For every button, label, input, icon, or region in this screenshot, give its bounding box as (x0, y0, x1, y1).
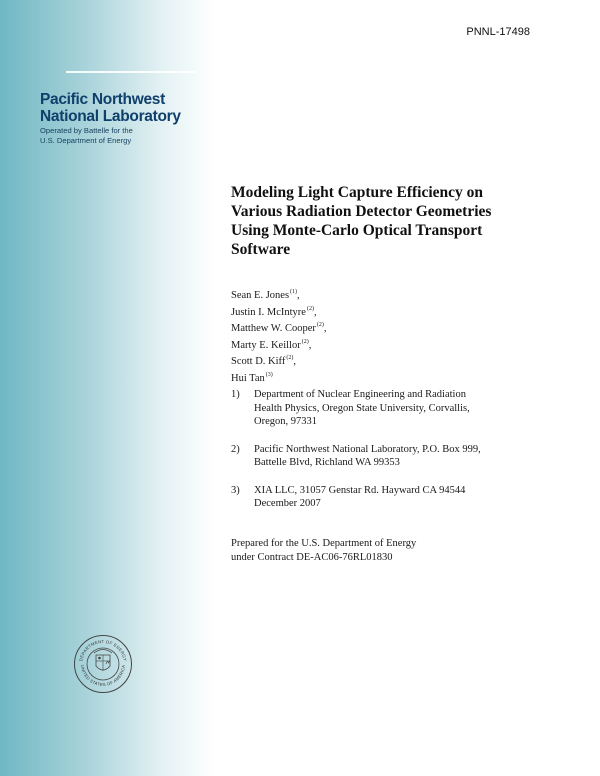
lab-operator-line2: U.S. Department of Energy (40, 136, 132, 145)
lab-name-line1: Pacific Northwest (40, 91, 165, 108)
affiliation-mark: (2) (306, 305, 314, 312)
affiliation-line: Health Physics, Oregon State University, Corvallis, (254, 402, 470, 414)
title-line: Modeling Light Capture Efficiency on (231, 184, 484, 201)
author (231, 336, 327, 353)
document-title (231, 183, 531, 259)
author (231, 352, 327, 369)
author-separator: , (308, 339, 312, 351)
author-name: Marty E. Keillor (231, 339, 301, 351)
title-line: Software (231, 241, 291, 258)
affiliation-list (231, 388, 531, 525)
author-list (231, 286, 327, 385)
affiliation-text (254, 484, 465, 511)
author-name: Sean E. Jones (231, 290, 290, 301)
affiliation (231, 388, 531, 429)
lab-logo (40, 91, 200, 145)
affiliation-mark: (2) (316, 322, 324, 328)
affiliation-mark: (2) (301, 338, 309, 345)
affiliation-mark: (3) (265, 371, 273, 378)
affiliation-mark: (1) (290, 289, 298, 295)
affiliation-line: Pacific Northwest National Laboratory, P.O. Box 999, (254, 443, 481, 455)
lab-operator-line1: Operated by Battelle for the (40, 126, 133, 135)
author-separator: , (323, 323, 327, 334)
affiliation-line: Oregon, 97331 (254, 416, 317, 427)
author-name: Hui Tan (231, 372, 265, 384)
title-line: Various Radiation Detector Geometries (231, 203, 492, 220)
author-name: Justin I. McIntyre (231, 306, 306, 318)
affiliation (231, 443, 531, 470)
svg-text:DEPARTMENT OF ENERGY: DEPARTMENT OF ENERGY (78, 638, 128, 662)
affiliation (231, 484, 531, 511)
affiliation-line: Department of Nuclear Engineering and Radiation (254, 389, 466, 400)
lab-name-line2: National Laboratory (40, 108, 181, 125)
affiliation-line: December 2007 (254, 498, 321, 509)
prepared-line1: Prepared for the U.S. Department of Energy (231, 538, 417, 549)
affiliation-text (254, 443, 481, 470)
affiliation-line: Battelle Blvd, Richland WA 99353 (254, 457, 400, 468)
title-line: Using Monte-Carlo Optical Transport (231, 222, 483, 239)
author-separator: , (313, 306, 317, 318)
author-name: Matthew W. Cooper (231, 323, 316, 334)
affiliation-number: 3) (231, 484, 240, 496)
author (231, 369, 327, 386)
affiliation-number: 2) (231, 443, 240, 455)
affiliation-number: 1) (231, 389, 240, 400)
sidebar-rule (66, 71, 196, 73)
author (231, 303, 327, 320)
report-number: PNNL-17498 (466, 26, 530, 38)
author-name: Scott D. Kiff (231, 356, 286, 367)
affiliation-text (254, 388, 470, 429)
prepared-for (231, 537, 531, 564)
svg-text:UNITED STATES OF AMERICA: UNITED STATES OF AMERICA (79, 664, 127, 688)
prepared-line2: under Contract DE-AC06-76RL01830 (231, 551, 393, 563)
author-separator: , (293, 356, 296, 367)
author (231, 319, 327, 336)
affiliation-mark: (2) (286, 355, 294, 361)
doe-seal-icon (73, 634, 133, 694)
author (231, 286, 327, 303)
author-separator: , (297, 290, 300, 301)
affiliation-line: XIA LLC, 31057 Genstar Rd. Hayward CA 94544 (254, 484, 466, 496)
